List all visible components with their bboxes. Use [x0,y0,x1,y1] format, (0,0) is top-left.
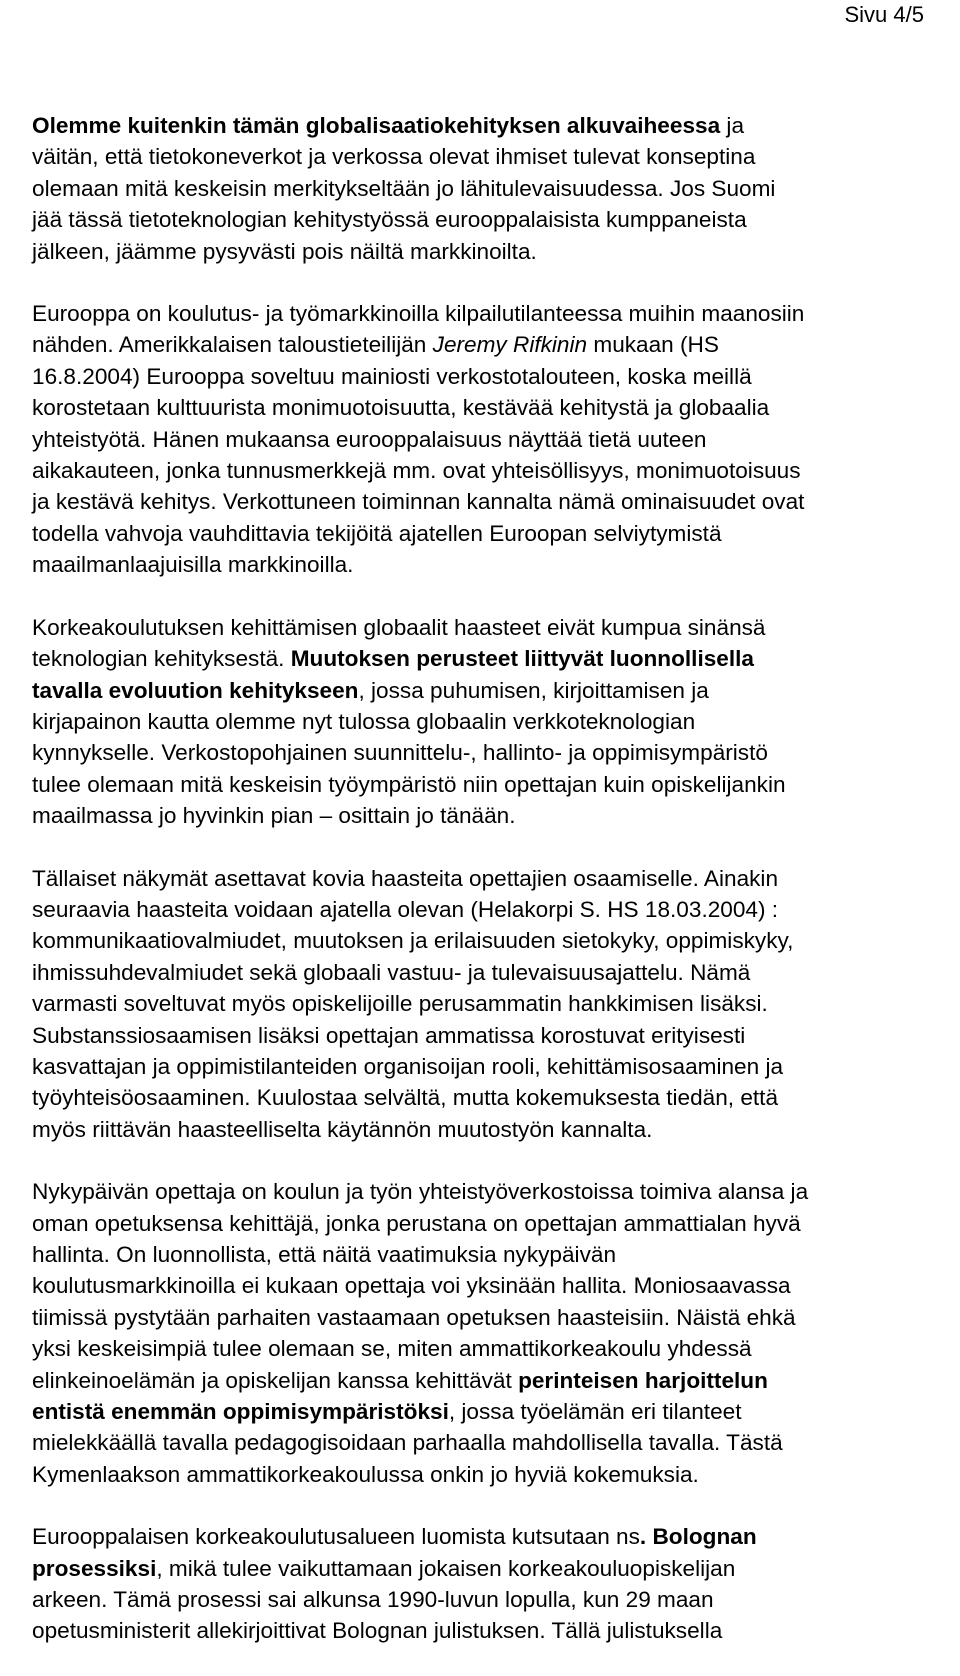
text: oman opetuksensa kehittäjä, jonka perustana on opettajan ammattialan hyvä [32,1210,801,1236]
paragraph-globalisation [32,110,952,267]
text: Eurooppa on koulutus- ja työmarkkinoilla kilpailutilanteessa muihin maanosiin [32,301,805,327]
paragraph-higher-education [32,612,952,832]
text: opetusministerit allekirjoittivat Bolognan julistuksen. Tällä julistuksella [32,1618,723,1644]
italic-text: Jeremy Rifkinin [432,332,588,358]
bold-text: tavalla evoluution kehitykseen [32,677,359,703]
text: ja [720,113,745,138]
text: Tällaiset näkymät asettavat kovia haasteita opettajien osaamiselle. Ainakin [32,865,779,891]
text: ja kestävä kehitys. Verkottuneen toiminnan kannalta nämä ominaisuudet ovat [32,489,805,515]
text: , jossa työelämän eri tilanteet [448,1399,742,1425]
text: todella vahvoja vauhdittavia tekijöitä ajatellen Euroopan selviytymistä [32,520,722,546]
text: aikakauteen, jonka tunnusmerkkejä mm. ovat yhteisöllisyys, monimuotoisuus [32,458,801,484]
text: , jossa puhumisen, kirjoittamisen ja [358,677,709,703]
text: mielekkäällä tavalla pedagogisoidaan parhaalla mahdollisella tavalla. Tästä [32,1430,783,1456]
text: yksi keskeisimpiä tulee olemaan se, miten ammattikorkeakoulu yhdessä [32,1336,752,1362]
text: kasvattajan ja oppimistilanteiden organisoijan rooli, kehittämisosaaminen ja [32,1053,784,1079]
text: kirjapainon kautta olemme nyt tulossa globaalin verkkoteknologian [32,708,696,734]
text: väitän, että tietokoneverkot ja verkossa olevat ihmiset tulevat konseptina [32,144,756,170]
bold-text: entistä enemmän oppimisympäristöksi [32,1399,449,1425]
text: koulutusmarkkinoilla ei kukaan opettaja voi yksinään hallita. Moniosaavassa [32,1273,791,1299]
text: nähden. Amerikkalaisen taloustieteilijän [32,332,433,358]
text: kommunikaatiovalmiudet, muutoksen ja erilaisuuden sietokyky, oppimiskyky, [32,928,794,954]
text: maailmassa jo hyvinkin pian – osittain jo tänään. [32,803,516,829]
text: arkeen. Tämä prosessi sai alkunsa 1990-luvun lopulla, kun 29 maan [32,1587,714,1613]
text: elinkeinoelämän ja opiskelijan kanssa kehittävät [32,1367,519,1393]
bold-text: Muutoksen perusteet liittyvät luonnollisella [290,646,754,672]
text: hallinta. On luonnollista, että näitä vaatimuksia nykypäivän [32,1242,617,1267]
text: tulee olemaan mitä keskeisin työympäristö niin opettajan kuin opiskelijankin [32,771,786,797]
text: jää tässä tietoteknologian kehitystyössä eurooppalaisista kumppaneista [32,207,747,233]
text: korostetaan kulttuurista monimuotoisuutta, kestävää kehitystä ja globaalia [32,395,770,421]
text: jälkeen, jäämme pysyvästi pois näiltä markkinoilta. [32,238,537,264]
page-number: Sivu 4/5 [844,2,924,27]
text: seuraavia haasteita voidaan ajatella olevan (Helakorpi S. HS 18.03.2004) : [32,896,779,922]
text: tiimissä pystytään parhaiten vastaamaan opetuksen haasteisiin. Näistä ehkä [32,1304,796,1330]
text: 16.8.2004) Eurooppa soveltuu mainiosti verkostotalouteen, koska meillä [32,363,752,389]
text: työyhteisöosaaminen. Kuulostaa selvältä, mutta kokemuksesta tiedän, että [32,1085,779,1111]
text: olemaan mitä keskeisin merkitykseltään jo lähitulevaisuudessa. Jos Suomi [32,175,776,201]
text: Kymenlaakson ammattikorkeakoulussa onkin jo hyviä kokemuksia. [32,1461,699,1487]
paragraph-bologna [32,1521,952,1647]
bold-text: . Bolognan [639,1524,757,1550]
text: Substanssiosaamisen lisäksi opettajan ammatissa korostuvat erityisesti [32,1022,746,1048]
text: myös riittävän haasteelliselta käytännön muutostyön kannalta. [32,1116,653,1142]
text: Eurooppalaisen korkeakoulutusalueen luomista kutsutaan ns [32,1524,640,1550]
paragraph-modern-teacher [32,1176,952,1490]
text: Nykypäivän opettaja on koulun ja työn yhteistyöverkostoissa toimiva alansa ja [32,1179,809,1205]
paragraph-teacher-challenges [32,863,952,1146]
bold-text: perinteisen harjoittelun [518,1367,768,1393]
text: ihmissuhdevalmiudet sekä globaali vastuu- ja tulevaisuusajattelu. Nämä [32,959,751,985]
paragraph-europe [32,298,952,581]
text: , mikä tulee vaikuttamaan jokaisen korkeakouluopiskelijan [156,1555,736,1581]
bold-text: Olemme kuitenkin tämän globalisaatiokehityksen alkuvaiheessa [32,113,721,138]
text: Korkeakoulutuksen kehittämisen globaalit haasteet eivät kumpua sinänsä [32,614,766,640]
text: maailmanlaajuisilla markkinoilla. [32,552,354,578]
text: kynnykselle. Verkostopohjainen suunnittelu-, hallinto- ja oppimisympäristö [32,740,768,766]
text: mukaan (HS [587,332,719,358]
document-body [32,110,952,1647]
text: teknologian kehityksestä. [32,646,291,672]
text: varmasti soveltuvat myös opiskelijoille perusammatin hankkimisen lisäksi. [32,991,768,1017]
bold-text: prosessiksi [32,1555,157,1581]
text: yhteistyötä. Hänen mukaansa eurooppalaisuus näyttää tietä uuteen [32,426,707,452]
